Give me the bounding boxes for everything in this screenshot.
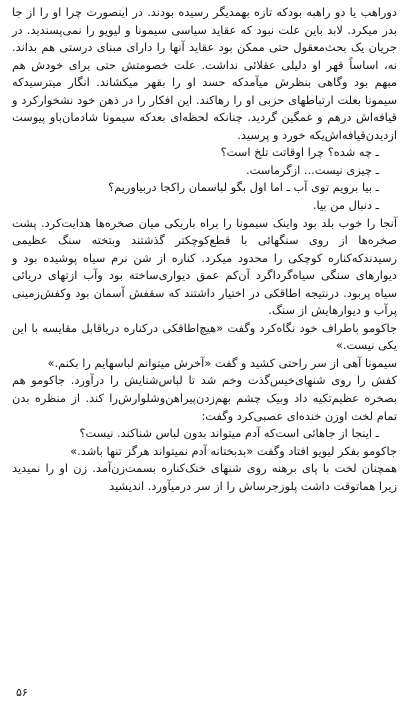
dialog-line: ـ اینجا از جاهائی است‌که آدم میتواند بدون لباس شناکند. نیست؟ <box>79 426 379 441</box>
dialog-line: ـ چیزی نیست... ازگرماست. <box>246 162 379 177</box>
paragraph: آنجا را خوب بلد بود واینک سیمونا را براه باریکی میان صخره‌ها هدایت‌کرد. پشت صخره‌ها از روی سنگهائی با قطع‌کوچکتر گذشتند وبتخته سنگ عظیمی رسیدندکه‌کناره کوچکی را محدود میکرد. کناره از شن نرم سیاه پوشیده بود و دیوارهای سنگی سیاه‌گرداگرد آن‌کم عمق دیواری‌ساخته بود وآب از‌تهای دریائی سیاه پربود. درنتیجه اطاقکی در اختیار داشتند که سقفش آسمان بود وکفش‌زمینی پرآب و دیوارهایش از سنگ. <box>12 215 397 318</box>
dialog-line: ـ چه شده؟ چرا اوقاتت تلخ است؟ <box>220 145 379 160</box>
paragraph: جاکومو بفکر لیویو افتاد وگفت «بدبختانه آدم نمیتواند هرگز تنها باشد.» <box>70 443 397 458</box>
page-body-text <box>12 4 397 495</box>
dialog-line: ـ دنبال من بیا. <box>312 198 379 213</box>
page-number: ۵۶ <box>16 686 28 699</box>
dialog-line: ـ بیا برویم توی آب ـ اما اول بگو لباسمان راکجا دربیاوریم؟ <box>108 180 379 195</box>
paragraph: سیمونا آهی از سر راحتی کشید و گفت «آخرش میتوانم لباسهایم را بکنم.» <box>47 355 397 370</box>
paragraph: کفش را روی شنهای‌خیس‌گذ‌ت وخم شد تا لباس‌شنایش را در‌آورد. جاکومو هم بصخره عظیم‌تکیه داد وبیک چشم بهم‌زدن‌پیراهن‌وشلوارش‌را کند. از منظره بدن تمام لخت اوزن خنده‌ای عصبی‌کرد وگفت: <box>12 373 397 423</box>
paragraph: جاکومو باطراف خود نگاه‌کرد وگفت «هیچ‌اطاقکی درکناره دریاقابل مقایسه با این یکی نیست.» <box>12 320 397 353</box>
paragraph: دوراهب یا دو راهبه بودکه تازه بهمدیگر رسیده بودند. در اینصورت چرا او را از جا بدر میکرد. لابد باین علت نبود که عقاید سیاسی سیمونا و لیویو را نمی‌پسندید. در جریان یک بحث‌معقول حتی ممکن بود عقاید آنها را دارای مبنای درستی هم بداند. نه، اساساً قهر او دلیلی عقلائی نداشت. علت خصومتش حتی برای خودش هم مبهم بود وگاهی بنظرش میآمدکه حسد او را بقهر میکشاند. انگار میترسیدکه سیمونا بعلت ارتباطهای حزبی او را رهاکند. این افکار را در ذهن خود نشخوارکرد و قیافه‌اش درهم و غمگین گردید. چنانکه لحظه‌ای بعدکه سیمونا شادمان‌باو پیوست ازدیدن‌قیافه‌اش‌یکه خورد و پرسید. <box>12 5 397 142</box>
paragraph: همچنان لخت با پای برهنه روی شنهای خنک‌کناره بسمت‌زن‌آمد. زن او را نمیدید زیرا هماتوقت داشت پلوزجرساش را از سر درمیآورد. اندیشید <box>12 461 397 493</box>
